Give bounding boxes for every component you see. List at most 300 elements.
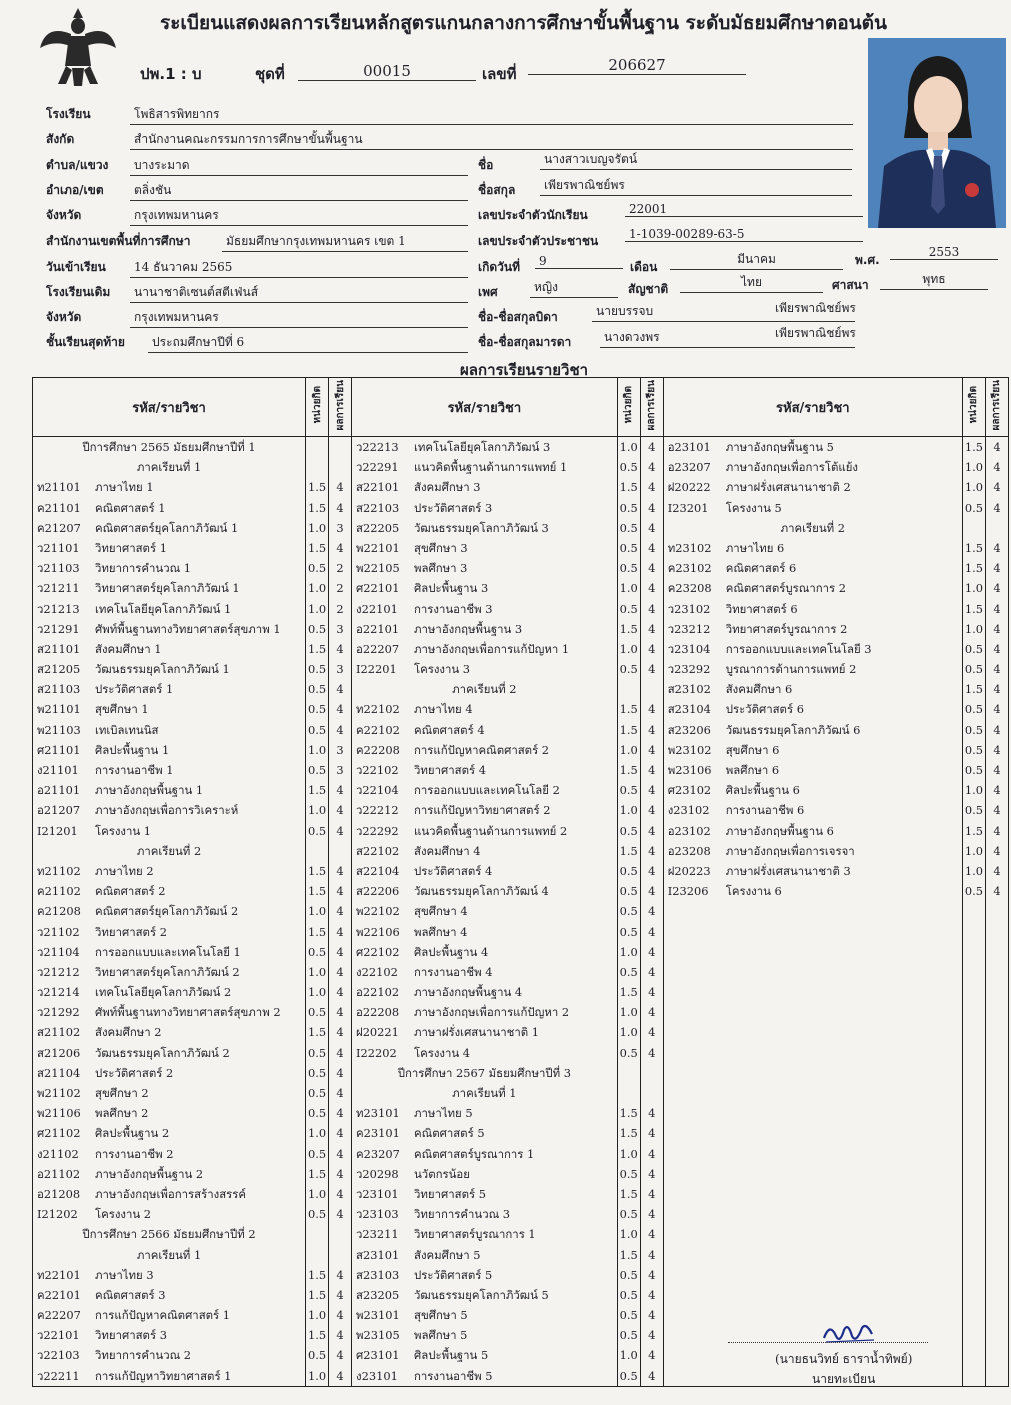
credit-value: 0.5 [619,924,638,939]
subject-name: การออกแบบและเทคโนโลยี 3 [725,641,872,656]
col3-grades [985,437,1008,1387]
subject-name: การออกแบบและเทคโนโลยี 1 [95,944,241,959]
subject-row [664,881,962,901]
subject-name: คณิตศาสตร์ 4 [414,722,485,737]
subject-code: ว22104 [356,783,399,798]
credit-value: 0.5 [307,1005,327,1020]
subject-code: ว23211 [356,1227,399,1242]
citizen-id: 1-1039-00289-63-5 [625,227,863,242]
subject-name: สุขศึกษา 4 [414,904,468,919]
subject-name: โครงงาน 5 [725,500,782,515]
grade-value: 4 [993,742,1001,757]
birth-month-label: เดือน [630,260,658,274]
subdistrict-label: ตำบล/แขวง [46,158,109,172]
sex-label: เพศ [478,285,498,299]
credit-value: 1.5 [964,682,983,697]
set-label: ชุดที่ [255,65,285,83]
credit-value: 1.0 [964,843,983,858]
grade-value: 4 [336,904,344,919]
col1-subject-header: รหัส/รายวิชา [33,378,306,437]
subject-code: ว22212 [356,803,399,818]
subject-name: แนวคิดพื้นฐานด้านการแพทย์ 1 [414,460,568,475]
subject-name: ภาษาไทย 1 [95,480,154,495]
subject-code: ค22207 [37,1308,81,1323]
credit-value: 0.5 [307,1207,327,1222]
subject-name: ภาษาไทย 2 [95,863,154,878]
credit-value: 0.5 [619,904,638,919]
credit-value: 0.5 [307,702,327,717]
subject-name: ศิลปะพื้นฐาน 4 [414,944,489,959]
subject-code: ส21101 [37,641,81,656]
subject-name: วัฒนธรรมยุคโลกาภิวัฒน์ 1 [95,662,230,677]
col3-subjects [663,437,962,1387]
grade-value: 4 [648,863,656,878]
grade-value: 4 [993,783,1001,798]
grade-value: 4 [648,1005,656,1020]
grade-value: 4 [993,561,1001,576]
credit-value: 1.0 [307,803,327,818]
col1-grades [329,437,352,1387]
subject-name: ภาษาอังกฤษพื้นฐาน 6 [725,823,834,838]
subject-code: ง21101 [37,763,79,777]
subject-name: วิทยาศาสตร์ 5 [414,1186,486,1201]
credit-value: 1.0 [307,581,327,596]
subject-row [33,720,305,740]
credit-value: 0.5 [307,1086,327,1100]
grade-value: 4 [648,702,656,717]
grade-value: 4 [336,884,344,899]
subject-code: ว21291 [37,621,80,636]
subject-code: ว20298 [356,1166,399,1181]
grade-value: 4 [336,1348,344,1363]
credit-value: 1.0 [307,1368,327,1383]
empty-credit-cell [306,437,328,457]
subject-code: ค22101 [37,1287,81,1302]
subject-code: อ22101 [356,621,400,636]
garuda-emblem [36,4,120,90]
credit-value: 1.5 [619,621,638,636]
credit-value: 1.0 [619,944,638,959]
subject-code: ศ21101 [37,742,81,757]
credit-value: 0.5 [619,520,638,535]
subject-code: I21201 [37,823,78,838]
last-grade-label: ชั้นเรียนสุดท้าย [46,335,125,349]
credit-value: 1.5 [619,702,638,717]
grade-value: 4 [336,540,344,555]
subject-name: การงานอาชีพ 4 [414,964,493,979]
grade-value: 4 [336,682,344,697]
subject-code: ว22291 [356,460,399,475]
grade-value: 4 [336,500,344,515]
credit-value: 0.5 [619,561,638,576]
subject-code: ว23104 [667,641,711,656]
grade-value: 4 [993,702,1001,717]
subject-name: การแก้ปัญหาคณิตศาสตร์ 1 [95,1308,231,1323]
subject-name: ศัพท์พื้นฐานทางวิทยาศาสตร์สุขภาพ 2 [95,1005,281,1020]
credit-value: 1.5 [619,763,638,777]
religion-label: ศาสนา [832,278,869,292]
subject-code: ง21102 [37,1146,79,1161]
grade-value: 4 [648,621,656,636]
subject-row [33,578,305,598]
subject-row [33,1002,305,1022]
grade-value: 4 [648,1308,656,1323]
subject-name: วิทยาศาสตร์ 1 [95,540,167,555]
subject-name: วัฒนธรรมยุคโลกาภิวัฒน์ 5 [414,1287,549,1302]
subject-code: ศ23102 [667,783,712,798]
subject-code: ว21212 [37,964,80,979]
grade-value: 4 [648,1186,656,1201]
subject-row [352,518,617,538]
education-area-label: สำนักงานเขตพื้นที่การศึกษา [46,234,191,248]
subject-name: บูรณาการด้านการแพทย์ 2 [725,662,857,677]
subject-code: อ23207 [667,460,711,475]
subject-row [352,437,617,457]
credit-value: 1.5 [964,823,983,838]
grade-value: 4 [648,581,656,596]
grade-value: 3 [336,662,344,677]
empty-credit-cell [963,518,985,538]
subject-code: ส21104 [37,1065,81,1080]
subject-code: ท22101 [37,1267,81,1282]
grade-value: 4 [993,500,1001,515]
subject-name: โครงงาน 4 [414,1045,471,1060]
subject-code: ง23101 [356,1368,398,1383]
subject-name: ภาษาอังกฤษพื้นฐาน 3 [414,621,523,636]
district-label: อำเภอ/เขต [46,183,104,197]
religion-value: พุทธ [880,270,988,290]
surname-label: ชื่อสกุล [478,183,516,197]
subject-code: ว21101 [37,540,80,555]
credit-value: 1.0 [307,520,327,535]
grade-value: 4 [648,1106,656,1121]
subject-code: ง23102 [667,803,710,818]
col3-credit-header: หน่วยกิต [968,386,980,424]
empty-grade-cell [329,841,351,861]
subject-code: ส21205 [37,662,81,677]
subject-name: เทคโนโลยียุคโลกาภิวัฒน์ 1 [95,601,232,616]
grade-value: 4 [993,440,1001,454]
grade-value: 4 [993,641,1001,656]
subject-row [352,1325,617,1345]
subject-row [664,457,962,477]
grade-value: 4 [336,1025,344,1040]
grade-value: 4 [648,561,656,576]
subject-row [33,922,305,942]
subject-row [352,942,617,962]
credit-value: 1.0 [619,581,638,596]
subject-name: คณิตศาสตร์ 2 [95,884,166,899]
subject-row [33,699,305,719]
subject-name: ศิลปะพื้นฐาน 1 [95,742,170,757]
subject-name: วัฒนธรรมยุคโลกาภิวัฒน์ 6 [725,722,861,737]
grade-value: 4 [336,1368,344,1383]
credit-value: 0.5 [964,702,983,717]
registrar-position: นายทะเบียน [812,1372,876,1386]
subject-row [352,1123,617,1143]
subject-name: โครงงาน 2 [95,1207,152,1222]
semester-heading: ปีการศึกษา 2566 มัธยมศึกษาปีที่ 2 [82,1227,256,1242]
subject-code: ส23102 [667,682,711,697]
subject-name: พลศึกษา 2 [95,1106,149,1121]
subject-name: การงานอาชีพ 6 [725,803,805,818]
subject-code: ส23101 [356,1247,400,1262]
grade-value: 4 [336,1126,344,1141]
last-grade-value: ประถมศึกษาปีที่ 6 [148,333,468,353]
subject-code: ค21208 [37,904,81,919]
col1-subjects [33,437,306,1387]
subject-code: ส23104 [667,702,711,717]
grade-value: 4 [336,924,344,939]
subject-row [664,800,962,820]
subject-code: พ22106 [356,924,400,939]
grade-value: 4 [336,1186,344,1201]
empty-credit-cell [618,1083,640,1103]
credit-value: 0.5 [619,1328,638,1343]
subject-row [352,659,617,679]
subject-code: พ21101 [37,702,81,717]
father-surname: เพียรพาณิชย์พร [775,301,856,315]
credit-value: 0.5 [964,500,983,515]
credit-value: 1.0 [619,440,638,454]
subject-code: อ21208 [37,1186,81,1201]
subject-code: ค21102 [37,884,81,899]
subject-code: อ23102 [667,823,711,838]
subject-code: ท21102 [37,863,81,878]
registrar-signature [820,1318,880,1348]
grade-value: 4 [336,1166,344,1181]
nationality-value: ไทย [680,273,823,293]
credit-value: 0.5 [619,601,638,616]
subject-row [664,437,962,457]
subject-name: สุขศึกษา 3 [414,540,468,555]
credit-value: 1.0 [619,641,638,656]
credit-value: 0.5 [964,662,983,677]
subject-code: ว23212 [667,621,711,636]
grade-value: 4 [993,480,1001,495]
credit-value: 1.0 [619,1025,638,1040]
subject-code: ศ22101 [356,581,400,596]
credit-value: 0.5 [307,1106,327,1121]
subject-name: วิทยาการคำนวณ 2 [95,1348,192,1363]
grade-value: 4 [993,540,1001,555]
subject-code: ส22101 [356,480,400,495]
col3-grade-header: ผลการเรียน [991,379,1003,431]
father-label: ชื่อ-ชื่อสกุลบิดา [478,310,558,324]
credit-value: 1.5 [307,1328,327,1343]
grade-value: 4 [993,722,1001,737]
subject-name: ประวัติศาสตร์ 5 [414,1267,493,1282]
credit-value: 1.5 [307,1267,327,1282]
col1-credit-header: หน่วยกิต [311,386,323,424]
credit-value: 1.5 [619,1247,638,1262]
grade-value: 4 [648,1328,656,1343]
subject-row [33,599,305,619]
empty-credit-cell [618,679,640,699]
subject-row [352,1204,617,1224]
empty-credit-cell [306,841,328,861]
subject-row [33,1366,305,1386]
subject-row [352,800,617,820]
subject-name: สังคมศึกษา 1 [95,641,162,656]
subject-name: สังคมศึกษา 2 [95,1025,162,1040]
grade-value: 4 [648,904,656,919]
subject-code: อ22208 [356,1005,400,1020]
subject-code: ค23102 [667,561,712,576]
subject-row [664,780,962,800]
col2-credit-header: หน่วยกิต [623,386,635,424]
subject-code: ส23206 [667,722,711,737]
subject-code: พ21102 [37,1086,81,1100]
grade-value: 4 [648,1166,656,1181]
subject-row [33,1063,305,1083]
credit-value: 1.5 [307,1287,327,1302]
birth-year: 2553 [890,245,998,260]
subject-name: คณิตศาสตร์ยุคโลกาภิวัฒน์ 2 [95,904,239,919]
subject-name: พลศึกษา 3 [414,561,468,576]
grade-value: 4 [648,722,656,737]
subject-name: การออกแบบและเทคโนโลยี 2 [414,783,560,798]
grade-value: 4 [648,1146,656,1161]
subject-name: สังคมศึกษา 4 [414,843,481,858]
subject-name: ศิลปะพื้นฐาน 3 [414,581,489,596]
col1-credits [306,437,329,1387]
subject-name: ศิลปะพื้นฐาน 2 [95,1126,170,1141]
district-value: ตลิ่งชัน [130,181,468,201]
subject-code: ท23101 [356,1106,400,1121]
mother-name: นางดวงพร [600,328,855,348]
subject-row [352,558,617,578]
grade-value: 4 [648,1025,656,1040]
subject-code: อ22207 [356,641,400,656]
credit-value: 1.0 [964,581,983,596]
credit-value: 1.0 [307,985,327,1000]
registrar-name: (นายธนวิทย์ ธาราน้ำทิพย์) [775,1352,913,1366]
grade-value: 4 [336,985,344,1000]
subject-name: เทคโนโลยียุคโลกาภิวัฒน์ 2 [95,985,232,1000]
subject-code: พ22102 [356,904,400,919]
subject-name: วิทยาศาสตร์บูรณาการ 1 [414,1227,536,1242]
subject-row [352,901,617,921]
previous-school-value: นานาชาติเซนต์สตีเฟ่นส์ [130,283,468,303]
subject-code: ว21292 [37,1005,80,1020]
subject-code: พ23101 [356,1308,400,1323]
empty-grade-cell [986,518,1008,538]
credit-value: 1.5 [619,722,638,737]
subject-row [33,1022,305,1042]
subject-name: คณิตศาสตร์ 1 [95,500,166,515]
subject-row [352,760,617,780]
subject-name: ภาษาอังกฤษพื้นฐาน 4 [414,985,523,1000]
subject-name: เทคโนโลยียุคโลกาภิวัฒน์ 3 [414,440,551,454]
subject-code: ฝ20221 [356,1025,399,1040]
grade-value: 4 [993,863,1001,878]
subject-name: ภาษาอังกฤษเพื่อการแก้ปัญหา 2 [414,1005,570,1020]
grade-value: 4 [648,460,656,475]
semester-heading: ภาคเรียนที่ 1 [452,1086,517,1100]
credit-value: 0.5 [619,1045,638,1060]
grade-value: 4 [648,1287,656,1302]
subject-row [352,639,617,659]
subject-name: โครงงาน 1 [95,823,152,838]
subject-row [352,578,617,598]
credit-value: 0.5 [619,500,638,515]
subject-name: สุขศึกษา 2 [95,1086,149,1100]
empty-credit-cell [306,457,328,477]
subject-name: คณิตศาสตร์บูรณาการ 1 [414,1146,535,1161]
subject-row [33,1123,305,1143]
student-id: 22001 [625,202,863,217]
subject-row [33,538,305,558]
subject-name: ภาษาฝรั่งเศสนานาชาติ 1 [414,1025,540,1040]
subject-row [352,1366,617,1386]
school-label: โรงเรียน [46,107,91,121]
sex-value: หญิง [530,278,618,298]
grade-value: 3 [336,742,344,757]
grade-value: 4 [648,500,656,515]
subject-name: ภาษาอังกฤษเพื่อการสร้างสรรค์ [95,1186,247,1201]
subject-row [33,1325,305,1345]
empty-grade-cell [641,1083,663,1103]
subject-code: I23206 [667,884,709,899]
semester-heading: ภาคเรียนที่ 1 [136,460,202,475]
subject-row [664,619,962,639]
subject-row [352,740,617,760]
subject-name: การแก้ปัญหาวิทยาศาสตร์ 2 [414,803,551,818]
subject-code: ว22211 [37,1368,80,1383]
credit-value: 1.5 [619,480,638,495]
credit-value: 1.5 [619,843,638,858]
subject-code: ว23292 [667,662,711,677]
subject-name: แนวคิดพื้นฐานด้านการแพทย์ 2 [414,823,568,838]
credit-value: 0.5 [619,964,638,979]
credit-value: 0.5 [619,1166,638,1181]
grade-value: 3 [336,763,344,777]
grade-value: 4 [648,662,656,677]
grade-value: 4 [648,884,656,899]
document-number: 206627 [528,56,746,75]
subject-code: ว22213 [356,440,399,454]
citizen-id-label: เลขประจำตัวประชาชน [478,234,599,248]
subject-row [33,1144,305,1164]
subject-code: I22201 [356,662,397,677]
subject-code: ว22292 [356,823,399,838]
subject-row [33,1305,305,1325]
grade-value: 4 [648,803,656,818]
grade-value: 4 [648,540,656,555]
grade-value: 3 [336,520,344,535]
subject-row [664,599,962,619]
subject-name: พลศึกษา 6 [725,763,780,777]
subject-name: ภาษาไทย 6 [725,540,785,555]
subject-row [352,1184,617,1204]
subject-code: ว21214 [37,985,80,1000]
credit-value: 0.5 [307,682,327,697]
subject-code: ว21213 [37,601,80,616]
grade-value: 4 [336,1267,344,1282]
subject-name: วิทยาการคำนวณ 3 [414,1207,511,1222]
subject-name: วิทยาศาสตร์ 4 [414,763,486,777]
credit-value: 0.5 [619,823,638,838]
credit-value: 0.5 [307,944,327,959]
credit-value: 1.5 [307,1166,327,1181]
mother-label: ชื่อ-ชื่อสกุลมารดา [478,335,572,349]
subject-code: อ23208 [667,843,711,858]
grade-value: 4 [993,803,1001,818]
subject-name: วิทยาศาสตร์ยุคโลกาภิวัฒน์ 2 [95,964,240,979]
subject-name: ประวัติศาสตร์ 6 [725,702,804,717]
subject-code: ฝ20222 [667,480,711,495]
